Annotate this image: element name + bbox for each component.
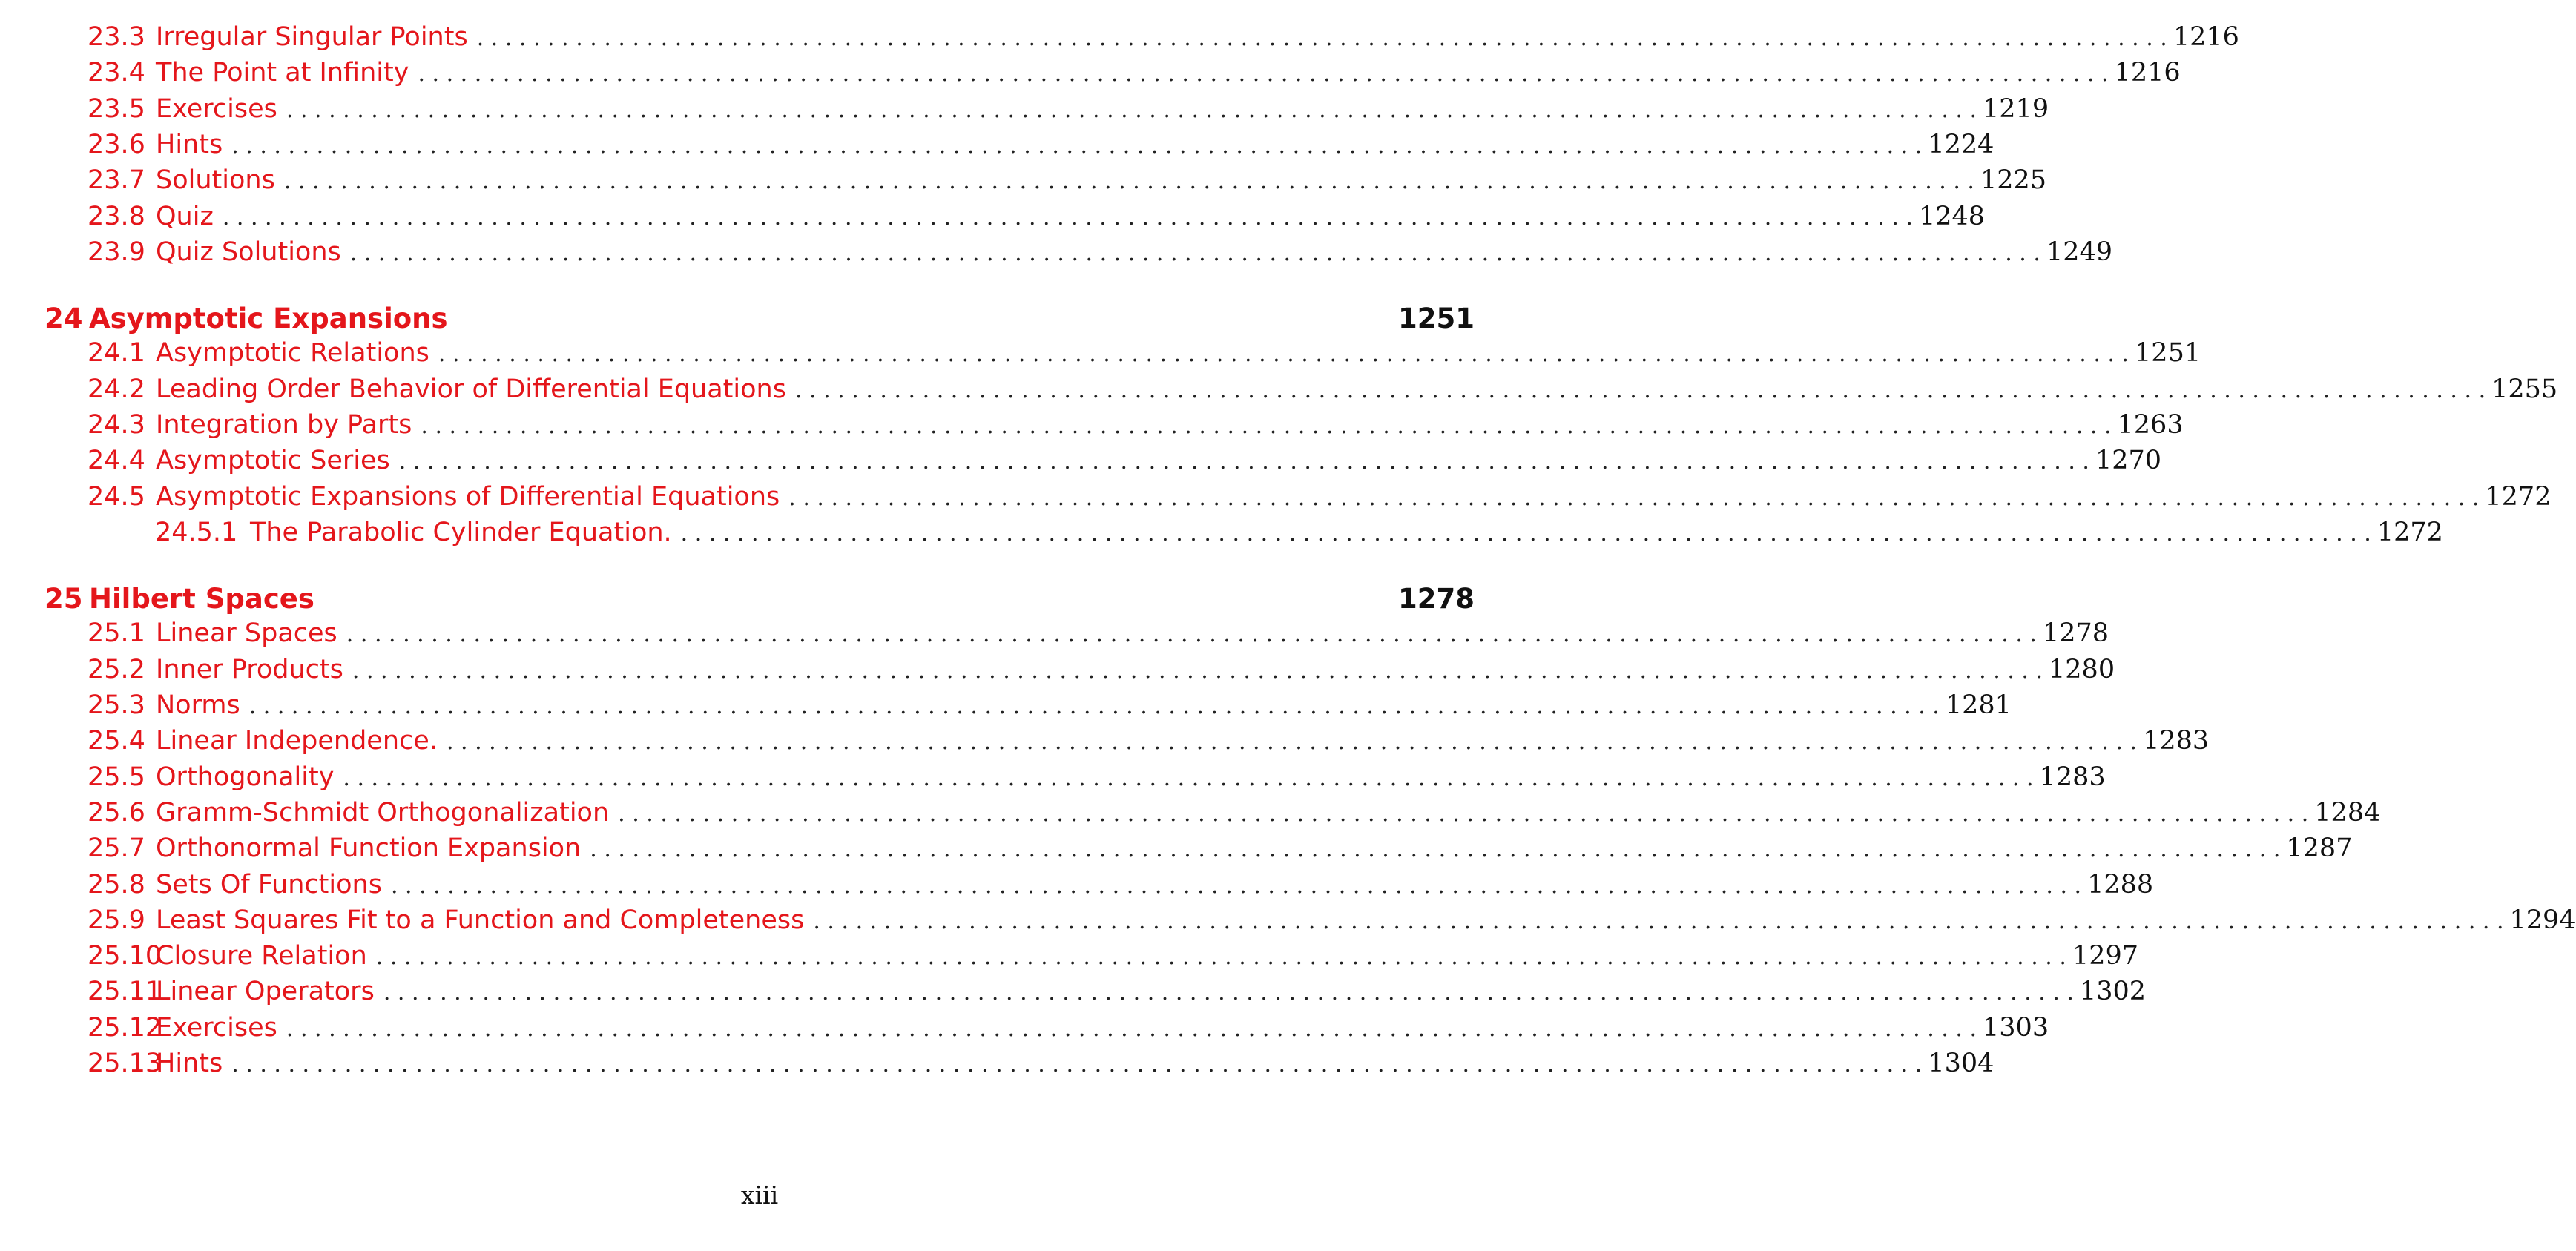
toc-section-entry[interactable] <box>88 834 2353 869</box>
toc-entry-title[interactable]: Irregular Singular Points <box>156 22 468 52</box>
toc-entry-title[interactable]: Solutions <box>156 165 275 195</box>
toc-dot-leader: . . . . . . . . . . . . . . . . . . . . . . . . . . . . . . . . . . . . . . . . . . . . . . . . . . . . . . . . . . . . . . . . . . . . . . . . . . . . . . . . . . . . . . . . . . . . . . . . . . . . . . . . . . . . . . . . . . . . . . . . <box>788 485 2480 511</box>
toc-entry-page-number[interactable]: 1219 <box>1983 94 2049 124</box>
toc-section-entry[interactable] <box>88 202 1986 237</box>
toc-section-entry[interactable] <box>88 941 2138 977</box>
page-footer-number: xiii <box>740 1181 779 1209</box>
toc-section-entry[interactable] <box>88 762 2106 798</box>
toc-entry-page-number[interactable]: 1288 <box>2087 870 2154 900</box>
toc-section-entry[interactable] <box>88 58 2181 93</box>
toc-dot-leader: . . . . . . . . . . . . . . . . . . . . . . . . . . . . . . . . . . . . . . . . . . . . . . . . . . . . . . . . . . . . . . . . . . . . . . . . . . . . . . . . . . . . . . . . . . . . . . . . . . . . . . . . . . . . . . . . . . . . . . . . <box>446 729 2138 755</box>
toc-dot-leader: . . . . . . . . . . . . . . . . . . . . . . . . . . . . . . . . . . . . . . . . . . . . . . . . . . . . . . . . . . . . . . . . . . . . . . . . . . . . . . . . . . . . . . . . . . . . . . . . . . . . . . . . . . . . . . . . . . . . . . . . <box>375 944 2066 970</box>
toc-entry-title[interactable]: Exercises <box>156 94 277 124</box>
toc-entry-number: 23.8 <box>88 202 145 231</box>
toc-entry-page-number[interactable]: 1280 <box>2049 655 2115 684</box>
toc-entry-number: 24.4 <box>88 446 145 475</box>
toc-entry-page-number[interactable]: 1225 <box>1980 165 2047 195</box>
toc-dot-leader: . . . . . . . . . . . . . . . . . . . . . . . . . . . . . . . . . . . . . . . . . . . . . . . . . . . . . . . . . . . . . . . . . . . . . . . . . . . . . . . . . . . . . . . . . . . . . . . . . . . . . . . . . . . . . . . . . . . . . . . . <box>421 413 2112 439</box>
toc-entry-title[interactable]: Linear Spaces <box>156 618 337 648</box>
toc-entry-number: 25.8 <box>88 870 145 900</box>
toc-section-entry[interactable] <box>88 410 2184 446</box>
toc-entry-title[interactable]: Hints <box>156 1049 223 1078</box>
toc-dot-leader: . . . . . . . . . . . . . . . . . . . . . . . . . . . . . . . . . . . . . . . . . . . . . . . . . . . . . . . . . . . . . . . . . . . . . . . . . . . . . . . . . . . . . . . . . . . . . . . . . . . . . . . . . . . . . . . . . . . . . . . . <box>286 97 1977 123</box>
toc-section-entry[interactable] <box>88 905 2576 941</box>
toc-entry-number: 24 <box>45 303 83 334</box>
toc-entry-page-number[interactable]: 1216 <box>2114 58 2181 88</box>
toc-section-entry[interactable] <box>88 726 2210 762</box>
toc-entry-number: 25.5 <box>88 762 145 792</box>
toc-dot-leader: . . . . . . . . . . . . . . . . . . . . . . . . . . . . . . . . . . . . . . . . . . . . . . . . . . . . . . . . . . . . . . . . . . . . . . . . . . . . . . . . . . . . . . . . . . . . . . . . . . . . . . . . . . . . . . . . . . . . . . . . <box>349 240 2040 266</box>
toc-section-entry[interactable] <box>88 446 2162 481</box>
toc-section-entry[interactable] <box>88 618 2109 654</box>
toc-entry-page-number[interactable]: 1294 <box>2509 905 2576 935</box>
toc-entry-number: 24.1 <box>88 338 145 368</box>
toc-entry-page-number[interactable]: 1248 <box>1918 202 1986 231</box>
toc-entry-page-number[interactable]: 1284 <box>2314 798 2381 828</box>
toc-entry-page-number[interactable]: 1216 <box>2173 22 2239 52</box>
toc-entry-title[interactable]: Hints <box>156 130 223 159</box>
toc-entry-page-number[interactable]: 1283 <box>2039 762 2106 792</box>
toc-entry-number: 25.11 <box>88 977 162 1006</box>
toc-subsection-entry[interactable] <box>155 518 2443 553</box>
toc-section-entry[interactable] <box>88 22 2239 58</box>
toc-dot-leader: . . . . . . . . . . . . . . . . . . . . . . . . . . . . . . . . . . . . . . . . . . . . . . . . . . . . . . . . . . . . . . . . . . . . . . . . . . . . . . . . . . . . . . . . . . . . . . . . . . . . . . . . . . . . . . . . . . . . . . . . <box>813 908 2504 934</box>
toc-entry-page-number[interactable]: 1251 <box>2135 338 2201 368</box>
toc-entry-title[interactable]: Linear Operators <box>156 977 375 1006</box>
toc-entry-page-number[interactable]: 1272 <box>2376 518 2443 547</box>
toc-entry-title[interactable]: Quiz <box>156 202 214 231</box>
toc-entry-title[interactable]: Orthogonality <box>156 762 335 792</box>
toc-entry-number: 25.9 <box>88 905 145 935</box>
toc-entry-page-number[interactable]: 1297 <box>2072 941 2138 971</box>
toc-entry-title[interactable]: Least Squares Fit to a Function and Completeness <box>156 905 805 935</box>
toc-dot-leader: . . . . . . . . . . . . . . . . . . . . . . . . . . . . . . . . . . . . . . . . . . . . . . . . . . . . . . . . . . . . . . . . . . . . . . . . . . . . . . . . . . . . . . . . . . . . . . . . . . . . . . . . . . . . . . . . . . . . . . . . <box>794 377 2486 403</box>
toc-entry-number: 25.12 <box>88 1013 162 1043</box>
toc-section-entry[interactable] <box>88 94 2049 130</box>
toc-entry-title[interactable]: Norms <box>156 690 240 720</box>
toc-dot-leader: . . . . . . . . . . . . . . . . . . . . . . . . . . . . . . . . . . . . . . . . . . . . . . . . . . . . . . . . . . . . . . . . . . . . . . . . . . . . . . . . . . . . . . . . . . . . . . . . . . . . . . . . . . . . . . . . . . . . . . . . <box>618 801 2309 827</box>
toc-section-entry[interactable] <box>88 1049 1994 1084</box>
toc-dot-leader: . . . . . . . . . . . . . . . . . . . . . . . . . . . . . . . . . . . . . . . . . . . . . . . . . . . . . . . . . . . . . . . . . . . . . . . . . . . . . . . . . . . . . . . . . . . . . . . . . . . . . . . . . . . . . . . . . . . . . . . . <box>590 836 2281 862</box>
toc-dot-leader: . . . . . . . . . . . . . . . . . . . . . . . . . . . . . . . . . . . . . . . . . . . . . . . . . . . . . . . . . . . . . . . . . . . . . . . . . . . . . . . . . . . . . . . . . . . . . . . . . . . . . . . . . . . . . . . . . . . . . . . . <box>248 693 1940 719</box>
toc-entry-title[interactable]: Orthonormal Function Expansion <box>156 834 582 863</box>
toc-section-entry[interactable] <box>88 130 1994 165</box>
toc-entry-page-number[interactable]: 1270 <box>2095 446 2162 475</box>
toc-entry-title[interactable]: Asymptotic Relations <box>156 338 429 368</box>
toc-section-entry[interactable] <box>88 482 2552 518</box>
toc-entry-number: 25.3 <box>88 690 145 720</box>
toc-entry-title[interactable]: Linear Independence. <box>156 726 438 756</box>
toc-entry-number: 23.5 <box>88 94 145 124</box>
toc-entry-number: 23.4 <box>88 58 145 88</box>
toc-entry-number: 23.7 <box>88 165 145 195</box>
toc-entry-number: 23.9 <box>88 237 145 267</box>
toc-entry-title[interactable]: Asymptotic Series <box>156 446 390 475</box>
toc-entry-title[interactable]: Closure Relation <box>156 941 367 971</box>
toc-dot-leader: . . . . . . . . . . . . . . . . . . . . . . . . . . . . . . . . . . . . . . . . . . . . . . . . . . . . . . . . . . . . . . . . . . . . . . . . . . . . . . . . . . . . . . . . . . . . . . . . . . . . . . . . . . . . . . . . . . . . . . . . <box>418 61 2109 87</box>
toc-entry-title[interactable]: Leading Order Behavior of Differential Equations <box>156 374 786 404</box>
toc-entry-number: 25.4 <box>88 726 145 756</box>
toc-section-entry[interactable] <box>88 237 2112 273</box>
toc-entry-number: 24.5.1 <box>155 518 238 547</box>
toc-entry-page-number[interactable]: 1304 <box>1928 1049 1994 1078</box>
toc-section-entry[interactable] <box>88 1013 2049 1049</box>
toc-dot-leader: . . . . . . . . . . . . . . . . . . . . . . . . . . . . . . . . . . . . . . . . . . . . . . . . . . . . . . . . . . . . . . . . . . . . . . . . . . . . . . . . . . . . . . . . . . . . . . . . . . . . . . . . . . . . . . . . . . . . . . . . <box>283 168 1974 194</box>
toc-entry-number: 25.7 <box>88 834 145 863</box>
toc-entry-title[interactable]: Asymptotic Expansions <box>89 303 448 334</box>
toc-entry-title[interactable]: Integration by Parts <box>156 410 412 440</box>
toc-entry-number: 24.5 <box>88 482 145 512</box>
toc-dot-leader: . . . . . . . . . . . . . . . . . . . . . . . . . . . . . . . . . . . . . . . . . . . . . . . . . . . . . . . . . . . . . . . . . . . . . . . . . . . . . . . . . . . . . . . . . . . . . . . . . . . . . . . . . . . . . . . . . . . . . . . . <box>286 1016 1977 1042</box>
toc-entry-title[interactable]: The Point at Infinity <box>156 58 409 88</box>
toc-entry-number: 25.13 <box>88 1049 162 1078</box>
toc-entry-title[interactable]: Quiz Solutions <box>156 237 341 267</box>
toc-entry-title[interactable]: Asymptotic Expansions of Differential Equations <box>156 482 780 512</box>
toc-entry-title[interactable]: The Parabolic Cylinder Equation. <box>250 518 672 547</box>
toc-section-entry[interactable] <box>88 977 2147 1012</box>
toc-entry-page-number[interactable]: 1281 <box>1945 690 2012 720</box>
toc-chapter-entry[interactable] <box>45 583 1475 618</box>
toc-dot-leader: . . . . . . . . . . . . . . . . . . . . . . . . . . . . . . . . . . . . . . . . . . . . . . . . . . . . . . . . . . . . . . . . . . . . . . . . . . . . . . . . . . . . . . . . . . . . . . . . . . . . . . . . . . . . . . . . . . . . . . . . <box>476 25 2167 51</box>
toc-entry-title[interactable]: Exercises <box>156 1013 277 1043</box>
toc-entry-page-number[interactable]: 1251 <box>1398 303 1475 334</box>
toc-dot-leader: . . . . . . . . . . . . . . . . . . . . . . . . . . . . . . . . . . . . . . . . . . . . . . . . . . . . . . . . . . . . . . . . . . . . . . . . . . . . . . . . . . . . . . . . . . . . . . . . . . . . . . . . . . . . . . . . . . . . . . . . <box>352 658 2043 684</box>
toc-entry-number: 23.3 <box>88 22 145 52</box>
toc-dot-leader: . . . . . . . . . . . . . . . . . . . . . . . . . . . . . . . . . . . . . . . . . . . . . . . . . . . . . . . . . . . . . . . . . . . . . . . . . . . . . . . . . . . . . . . . . . . . . . . . . . . . . . . . . . . . . . . . . . . . . . . . <box>222 205 1913 231</box>
toc-entry-page-number[interactable]: 1287 <box>2286 834 2353 863</box>
toc-entry-page-number[interactable]: 1255 <box>2491 374 2558 404</box>
toc-dot-leader: . . . . . . . . . . . . . . . . . . . . . . . . . . . . . . . . . . . . . . . . . . . . . . . . . . . . . . . . . . . . . . . . . . . . . . . . . . . . . . . . . . . . . . . . . . . . . . . . . . . . . . . . . . . . . . . . . . . . . . . . <box>438 341 2129 367</box>
toc-entry-number: 25.1 <box>88 618 145 648</box>
toc-section-entry[interactable] <box>88 798 2381 834</box>
toc-entry-title[interactable]: Hilbert Spaces <box>89 583 314 615</box>
toc-dot-leader: . . . . . . . . . . . . . . . . . . . . . . . . . . . . . . . . . . . . . . . . . . . . . . . . . . . . . . . . . . . . . . . . . . . . . . . . . . . . . . . . . . . . . . . . . . . . . . . . . . . . . . . . . . . . . . . . . . . . . . . . <box>383 980 2074 1006</box>
toc-dot-leader: . . . . . . . . . . . . . . . . . . . . . . . . . . . . . . . . . . . . . . . . . . . . . . . . . . . . . . . . . . . . . . . . . . . . . . . . . . . . . . . . . . . . . . . . . . . . . . . . . . . . . . . . . . . . . . . . . . . . . . . . <box>680 521 2371 547</box>
toc-entry-page-number[interactable]: 1278 <box>1398 583 1475 615</box>
toc-entry-title[interactable]: Sets Of Functions <box>156 870 382 900</box>
toc-dot-leader: . . . . . . . . . . . . . . . . . . . . . . . . . . . . . . . . . . . . . . . . . . . . . . . . . . . . . . . . . . . . . . . . . . . . . . . . . . . . . . . . . . . . . . . . . . . . . . . . . . . . . . . . . . . . . . . . . . . . . . . . <box>398 449 2089 475</box>
toc-entry-title[interactable]: Inner Products <box>156 655 343 684</box>
toc-dot-leader: . . . . . . . . . . . . . . . . . . . . . . . . . . . . . . . . . . . . . . . . . . . . . . . . . . . . . . . . . . . . . . . . . . . . . . . . . . . . . . . . . . . . . . . . . . . . . . . . . . . . . . . . . . . . . . . . . . . . . . . . <box>231 1052 1923 1077</box>
toc-dot-leader: . . . . . . . . . . . . . . . . . . . . . . . . . . . . . . . . . . . . . . . . . . . . . . . . . . . . . . . . . . . . . . . . . . . . . . . . . . . . . . . . . . . . . . . . . . . . . . . . . . . . . . . . . . . . . . . . . . . . . . . . <box>231 133 1923 159</box>
toc-dot-leader: . . . . . . . . . . . . . . . . . . . . . . . . . . . . . . . . . . . . . . . . . . . . . . . . . . . . . . . . . . . . . . . . . . . . . . . . . . . . . . . . . . . . . . . . . . . . . . . . . . . . . . . . . . . . . . . . . . . . . . . . <box>390 873 2082 899</box>
toc-entry-page-number[interactable]: 1272 <box>2485 482 2552 512</box>
toc-entry-title[interactable]: Gramm-Schmidt Orthogonalization <box>156 798 610 828</box>
toc-section-entry[interactable] <box>88 690 2012 726</box>
toc-chapter-entry[interactable] <box>45 303 1475 338</box>
toc-section-entry[interactable] <box>88 165 2047 201</box>
toc-entry-number: 25.6 <box>88 798 145 828</box>
toc-entry-page-number[interactable]: 1283 <box>2143 726 2210 756</box>
toc-entry-number: 25.10 <box>88 941 162 971</box>
toc-section-entry[interactable] <box>88 655 2115 690</box>
toc-entry-page-number[interactable]: 1224 <box>1928 130 1994 159</box>
toc-entry-page-number[interactable]: 1302 <box>2079 977 2147 1006</box>
toc-entry-number: 25.2 <box>88 655 145 684</box>
toc-entry-page-number[interactable]: 1263 <box>2117 410 2184 440</box>
toc-entry-number: 25 <box>45 583 83 615</box>
toc-section-entry[interactable] <box>88 870 2154 905</box>
toc-entry-page-number[interactable]: 1303 <box>1983 1013 2049 1043</box>
toc-entry-page-number[interactable]: 1249 <box>2046 237 2112 267</box>
toc-entry-number: 24.3 <box>88 410 145 440</box>
toc-entry-number: 23.6 <box>88 130 145 159</box>
toc-section-entry[interactable] <box>88 338 2201 374</box>
toc-dot-leader: . . . . . . . . . . . . . . . . . . . . . . . . . . . . . . . . . . . . . . . . . . . . . . . . . . . . . . . . . . . . . . . . . . . . . . . . . . . . . . . . . . . . . . . . . . . . . . . . . . . . . . . . . . . . . . . . . . . . . . . . <box>343 765 2034 791</box>
toc-section-entry[interactable] <box>88 374 2558 410</box>
toc-dot-leader: . . . . . . . . . . . . . . . . . . . . . . . . . . . . . . . . . . . . . . . . . . . . . . . . . . . . . . . . . . . . . . . . . . . . . . . . . . . . . . . . . . . . . . . . . . . . . . . . . . . . . . . . . . . . . . . . . . . . . . . . <box>346 621 2037 647</box>
toc-entry-page-number[interactable]: 1278 <box>2042 618 2109 648</box>
toc-entry-number: 24.2 <box>88 374 145 404</box>
